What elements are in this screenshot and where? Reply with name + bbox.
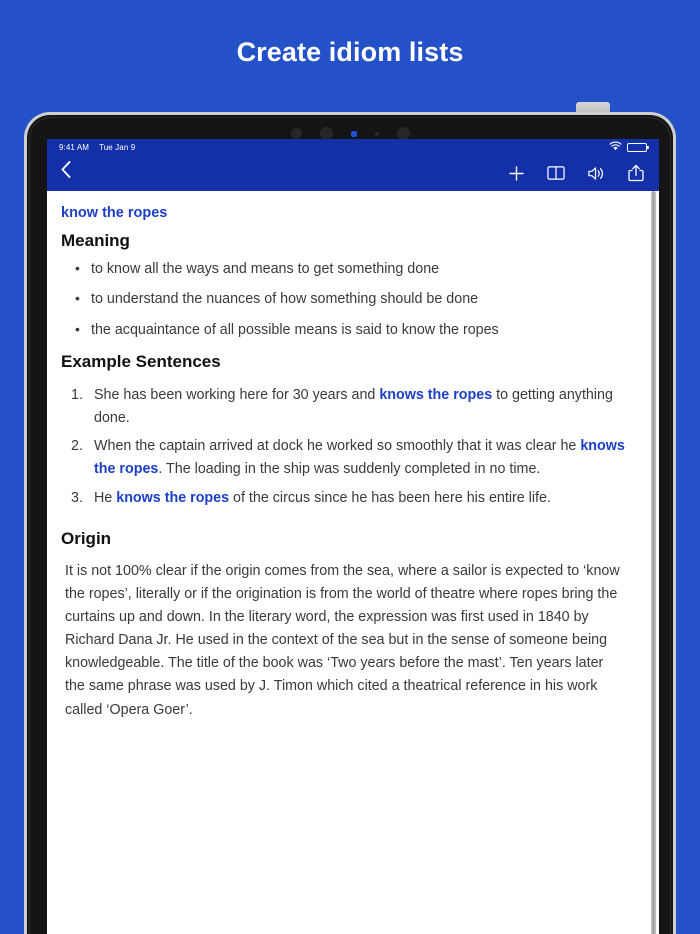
example-highlight: knows the ropes: [379, 386, 493, 403]
list-item: [67, 435, 629, 481]
content-area: [47, 191, 659, 934]
app-screen: [47, 139, 659, 934]
battery-icon: [627, 143, 647, 152]
example-post: of the circus since he has been here his entire life.: [229, 489, 551, 506]
list-item: • to understand the nuances of how something should be done: [67, 290, 629, 309]
idiom-title: know the ropes: [61, 205, 168, 221]
plus-icon[interactable]: [507, 164, 525, 182]
tablet-device: [24, 112, 676, 934]
promo-header: [0, 0, 700, 104]
examples-heading: Example Sentences: [61, 351, 221, 371]
content-scrollbar[interactable]: [651, 191, 656, 934]
device-bezel: [24, 112, 676, 934]
microphone-icon: [291, 128, 302, 139]
example-post: to getting anything done.: [94, 386, 613, 427]
wifi-icon: [609, 139, 622, 156]
example-post: . The loading in the ship was suddenly completed in no time.: [158, 461, 541, 478]
ambient-sensor-icon: [375, 132, 379, 136]
origin-heading: Origin: [61, 528, 112, 548]
status-bar: [47, 139, 659, 155]
share-icon[interactable]: [627, 164, 645, 182]
article-body: [47, 191, 659, 934]
nav-actions: [507, 164, 645, 182]
speaker-icon[interactable]: [587, 164, 605, 182]
back-button[interactable]: [59, 159, 77, 187]
status-time: 9:41 AM: [59, 142, 90, 152]
example-sentence-list: [67, 384, 629, 510]
list-item: • to know all the ways and means to get something done: [67, 260, 629, 279]
indicator-led-icon: [351, 131, 357, 137]
list-item: • the acquaintance of all possible means is said to know the ropes: [67, 321, 629, 340]
list-item: [67, 384, 629, 430]
book-icon[interactable]: [547, 164, 565, 182]
origin-paragraph: It is not 100% clear if the origin comes from the sea, where a sailor is expected to ‘know the ropes’, literally or if the origination is from the world of theatre where ropes bring the curtains up and down. In the literary word, the expression was first used in 1840 by Richard Dana Jr. He used in the context of the sea but in the sense of someone being knowledgeable. The title of the book was ‘Two years before the mast’. Ten years later the same phrase was used by J. Timon which cited a theatrical reference in his work called ‘Opera Goer’.: [65, 562, 620, 718]
example-highlight: knows the ropes: [116, 489, 230, 506]
nav-bar: [47, 155, 659, 191]
example-pre: She has been working here for 30 years and: [94, 386, 380, 403]
example-pre: He: [94, 489, 117, 506]
list-item: [67, 487, 629, 510]
meaning-list: [67, 260, 629, 340]
example-pre: When the captain arrived at dock he worked so smoothly that it was clear he: [94, 438, 581, 455]
meaning-heading: Meaning: [61, 231, 130, 250]
status-date: Tue Jan 9: [99, 142, 136, 152]
scrollbar-thumb[interactable]: [651, 191, 656, 934]
promo-title: Create idiom lists: [236, 36, 464, 67]
example-highlight: knows the ropes: [94, 438, 625, 478]
